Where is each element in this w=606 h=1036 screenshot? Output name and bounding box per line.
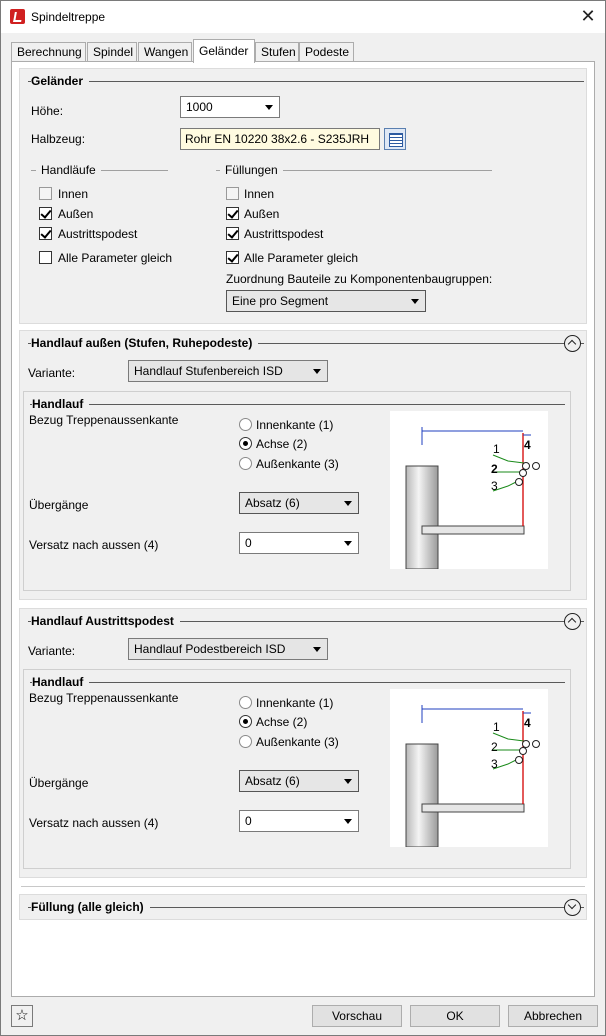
handlauf-austritt-label: Austrittspodest <box>58 227 138 241</box>
innenkante-radio[interactable] <box>239 696 252 709</box>
uebergaenge-label: Übergänge <box>29 498 89 512</box>
chevron-down-icon <box>344 541 352 546</box>
uebergaenge-value: Absatz (6) <box>245 774 300 788</box>
diagram-label-4: 4 <box>524 716 531 730</box>
achse-radio[interactable] <box>239 715 252 728</box>
rail-circle <box>533 741 540 748</box>
versatz-input[interactable] <box>239 810 359 832</box>
aussenkante-radio[interactable] <box>239 457 252 470</box>
rail-circle <box>516 479 523 486</box>
tread-shape <box>422 526 524 534</box>
hoehe-label: Höhe: <box>31 104 64 118</box>
innenkante-label: Innenkante (1) <box>256 418 334 432</box>
versatz-label: Versatz nach aussen (4) <box>29 538 159 552</box>
handlauf-aussen-checkbox[interactable] <box>39 207 52 220</box>
rail-circle <box>523 741 530 748</box>
divider <box>21 886 585 887</box>
uebergaenge-value: Absatz (6) <box>245 496 300 510</box>
chevron-down-icon <box>344 501 352 506</box>
handlauf-sub-title: Handlauf <box>32 397 89 411</box>
aussenkante-radio[interactable] <box>239 735 252 748</box>
variante-value: Handlauf Podestbereich ISD <box>134 642 286 656</box>
fuellung-alle-label: Alle Parameter gleich <box>244 251 359 265</box>
fuellung-aussen-checkbox[interactable] <box>226 207 239 220</box>
handlauf-aussen-title: Handlauf außen (Stufen, Ruhepodeste) <box>31 336 258 350</box>
uebergaenge-select[interactable] <box>239 492 359 514</box>
fuellung-title: Füllung (alle gleich) <box>31 900 150 914</box>
window-title: Spindeltreppe <box>31 10 106 24</box>
handlauf-austritt-title: Handlauf Austrittspodest <box>31 614 180 628</box>
rail-circle <box>523 463 530 470</box>
variante-select[interactable] <box>128 638 328 660</box>
versatz-value: 0 <box>245 814 252 828</box>
ok-button[interactable]: OK <box>410 1005 500 1027</box>
fuellung-alle-checkbox[interactable] <box>226 251 239 264</box>
handlauf-sub-title: Handlauf <box>32 675 89 689</box>
tab-gelaender[interactable]: Geländer <box>193 39 255 63</box>
diagram-label-1: 1 <box>493 720 500 734</box>
variante-select[interactable] <box>128 360 328 382</box>
diagram-label-3: 3 <box>491 757 498 771</box>
fuellung-aussen-label: Außen <box>244 207 280 221</box>
chevron-down-icon <box>313 647 321 652</box>
chevron-down-icon <box>411 299 419 304</box>
fuellung-austritt-label: Austrittspodest <box>244 227 324 241</box>
tab-berechnung[interactable]: Berechnung <box>11 42 86 62</box>
close-button[interactable]: ✕ <box>580 6 596 26</box>
zuordnung-label: Zuordnung Bauteile zu Komponentenbaugruppen: <box>226 272 493 286</box>
achse-label: Achse (2) <box>256 715 308 729</box>
chevron-down-icon <box>265 105 273 110</box>
diagram-label-4: 4 <box>524 438 531 452</box>
innenkante-label: Innenkante (1) <box>256 696 334 710</box>
handrail-diagram-svg <box>390 689 548 847</box>
handlaeufe-title: Handläufe <box>36 163 101 177</box>
post-shape <box>406 466 438 569</box>
handrail-diagram-svg <box>390 411 548 569</box>
zuordnung-value: Eine pro Segment <box>232 294 329 308</box>
handlauf-diagram <box>390 689 548 847</box>
chevron-down-icon <box>313 369 321 374</box>
aussenkante-label: Außenkante (3) <box>256 735 339 749</box>
innenkante-radio[interactable] <box>239 418 252 431</box>
app-icon <box>10 9 25 24</box>
fuellung-innen-checkbox[interactable] <box>226 187 239 200</box>
handlauf-aussen-section <box>19 330 587 600</box>
versatz-value: 0 <box>245 536 252 550</box>
favorites-star-icon[interactable]: ☆ <box>11 1005 33 1027</box>
chevron-down-icon <box>344 819 352 824</box>
uebergaenge-label: Übergänge <box>29 776 89 790</box>
handlauf-subpanel <box>23 669 571 869</box>
post-shape <box>406 744 438 847</box>
achse-label: Achse (2) <box>256 437 308 451</box>
gelaender-section <box>19 68 587 324</box>
uebergaenge-select[interactable] <box>239 770 359 792</box>
abbrechen-button[interactable]: Abbrechen <box>508 1005 598 1027</box>
chevron-down-icon <box>344 779 352 784</box>
handlauf-subpanel <box>23 391 571 591</box>
achse-radio[interactable] <box>239 437 252 450</box>
rail-circle <box>516 757 523 764</box>
versatz-input[interactable] <box>239 532 359 554</box>
tab-podeste[interactable]: Podeste <box>299 42 354 62</box>
tread-shape <box>422 804 524 812</box>
variante-label: Variante: <box>28 644 76 658</box>
handlauf-alle-label: Alle Parameter gleich <box>58 251 173 265</box>
fuellung-austritt-checkbox[interactable] <box>226 227 239 240</box>
hoehe-value: 1000 <box>186 100 213 114</box>
handlauf-austritt-checkbox[interactable] <box>39 227 52 240</box>
expand-icon[interactable] <box>564 899 581 916</box>
tab-wangen[interactable]: Wangen <box>138 42 192 62</box>
handlauf-aussen-label: Außen <box>58 207 94 221</box>
catalog-picker-icon[interactable] <box>384 128 406 150</box>
handlauf-austritt-section <box>19 608 587 878</box>
divider <box>28 81 584 82</box>
divider <box>30 404 565 405</box>
handlauf-innen-label: Innen <box>58 187 89 201</box>
bezug-label: Bezug Treppenaussenkante <box>29 691 179 705</box>
bezug-label: Bezug Treppenaussenkante <box>29 413 179 427</box>
tab-page-gelaender <box>11 61 595 997</box>
tab-stufen[interactable]: Stufen <box>255 42 299 62</box>
title-bar <box>1 1 605 33</box>
fuellung-innen-label: Innen <box>244 187 275 201</box>
handlauf-diagram <box>390 411 548 569</box>
diagram-label-1: 1 <box>493 442 500 456</box>
handlauf-alle-checkbox[interactable] <box>39 251 52 264</box>
rail-circle <box>520 470 527 477</box>
zuordnung-select[interactable] <box>226 290 426 312</box>
versatz-label: Versatz nach aussen (4) <box>29 816 159 830</box>
rail-circle <box>533 463 540 470</box>
vorschau-button[interactable]: Vorschau <box>312 1005 402 1027</box>
divider <box>30 682 565 683</box>
halbzeug-field[interactable]: Rohr EN 10220 38x2.6 - S235JRH <box>180 128 380 150</box>
collapse-icon[interactable] <box>564 613 581 630</box>
gelaender-title: Geländer <box>31 74 89 88</box>
diagram-label-3: 3 <box>491 479 498 493</box>
fuellung-section <box>19 894 587 920</box>
variante-value: Handlauf Stufenbereich ISD <box>134 364 283 378</box>
halbzeug-label: Halbzeug: <box>31 132 86 146</box>
rail-circle <box>520 748 527 755</box>
diagram-label-2: 2 <box>491 462 498 476</box>
fuellungen-title: Füllungen <box>220 163 283 177</box>
aussenkante-label: Außenkante (3) <box>256 457 339 471</box>
collapse-icon[interactable] <box>564 335 581 352</box>
tab-spindel[interactable]: Spindel <box>87 42 137 62</box>
handlauf-innen-checkbox[interactable] <box>39 187 52 200</box>
variante-label: Variante: <box>28 366 76 380</box>
diagram-label-2: 2 <box>491 740 498 754</box>
hoehe-select[interactable] <box>180 96 280 118</box>
